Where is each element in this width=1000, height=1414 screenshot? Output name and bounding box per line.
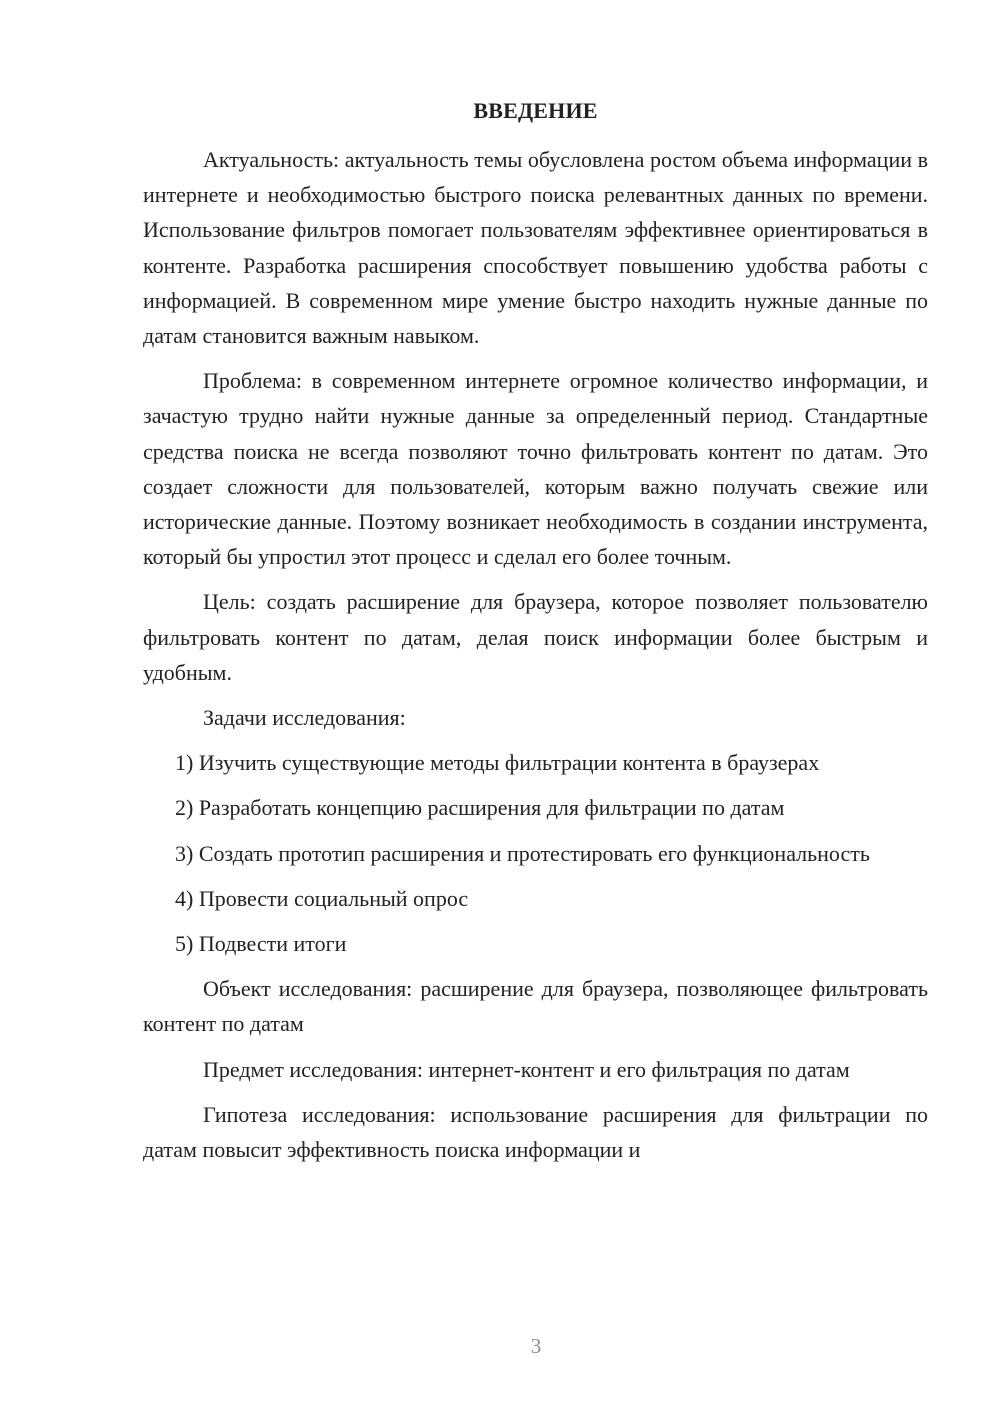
page-content [143, 96, 928, 1167]
tasks-heading: Задачи исследования: [203, 705, 406, 731]
task-item-2: 2) Разработать концепцию расширения для фильтрации по датам [175, 795, 785, 821]
task-item-4: 4) Провести социальный опрос [175, 885, 469, 911]
page-title: ВВЕДЕНИЕ [473, 98, 598, 123]
paragraph-subject: Предмет исследования: интернет-контент и его фильтрация по датам [203, 1056, 850, 1082]
paragraph-hypothesis: Гипотеза исследования: использование расширения для фильтрации по датам повысит эффективность поиска информации и [143, 1101, 928, 1163]
paragraph-problem: Проблема: в современном интернете огромное количество информации, и зачастую трудно найти нужные данные за определенный период. Стандартные средства поиска не всегда позволяют точно фильтровать контент по датам. Это создает сложности для пользователей, которым важно получать свежие или исторические данные. Поэтому возникает необходимость в создании инструмента, который бы упростил этот процесс и сделал его более точным. [143, 368, 928, 570]
paragraph-goal: Цель: создать расширение для браузера, которое позволяет пользователю фильтровать контент по датам, делая поиск информации более быстрым и удобным. [143, 589, 928, 685]
page-number: 3 [530, 1334, 542, 1358]
paragraph-object: Объект исследования: расширение для браузера, позволяющее фильтровать контент по датам [143, 976, 928, 1037]
task-item-5: 5) Подвести итоги [175, 931, 347, 957]
paragraph-relevance: Актуальность: актуальность темы обусловлена ростом объема информации в интернете и необходимостью быстрого поиска релевантных данных по времени. Использование фильтров помогает пользователям эффективнее ориентироваться в контенте. Разработка расширения способствует повышению удобства работы с информацией. В современном мире умение быстро находить нужные данные по датам становится важным навыком. [143, 147, 928, 349]
task-item-1: 1) Изучить существующие методы фильтрации контента в браузерах [175, 750, 820, 776]
task-item-3: 3) Создать прототип расширения и протестировать его функциональность [175, 840, 870, 866]
